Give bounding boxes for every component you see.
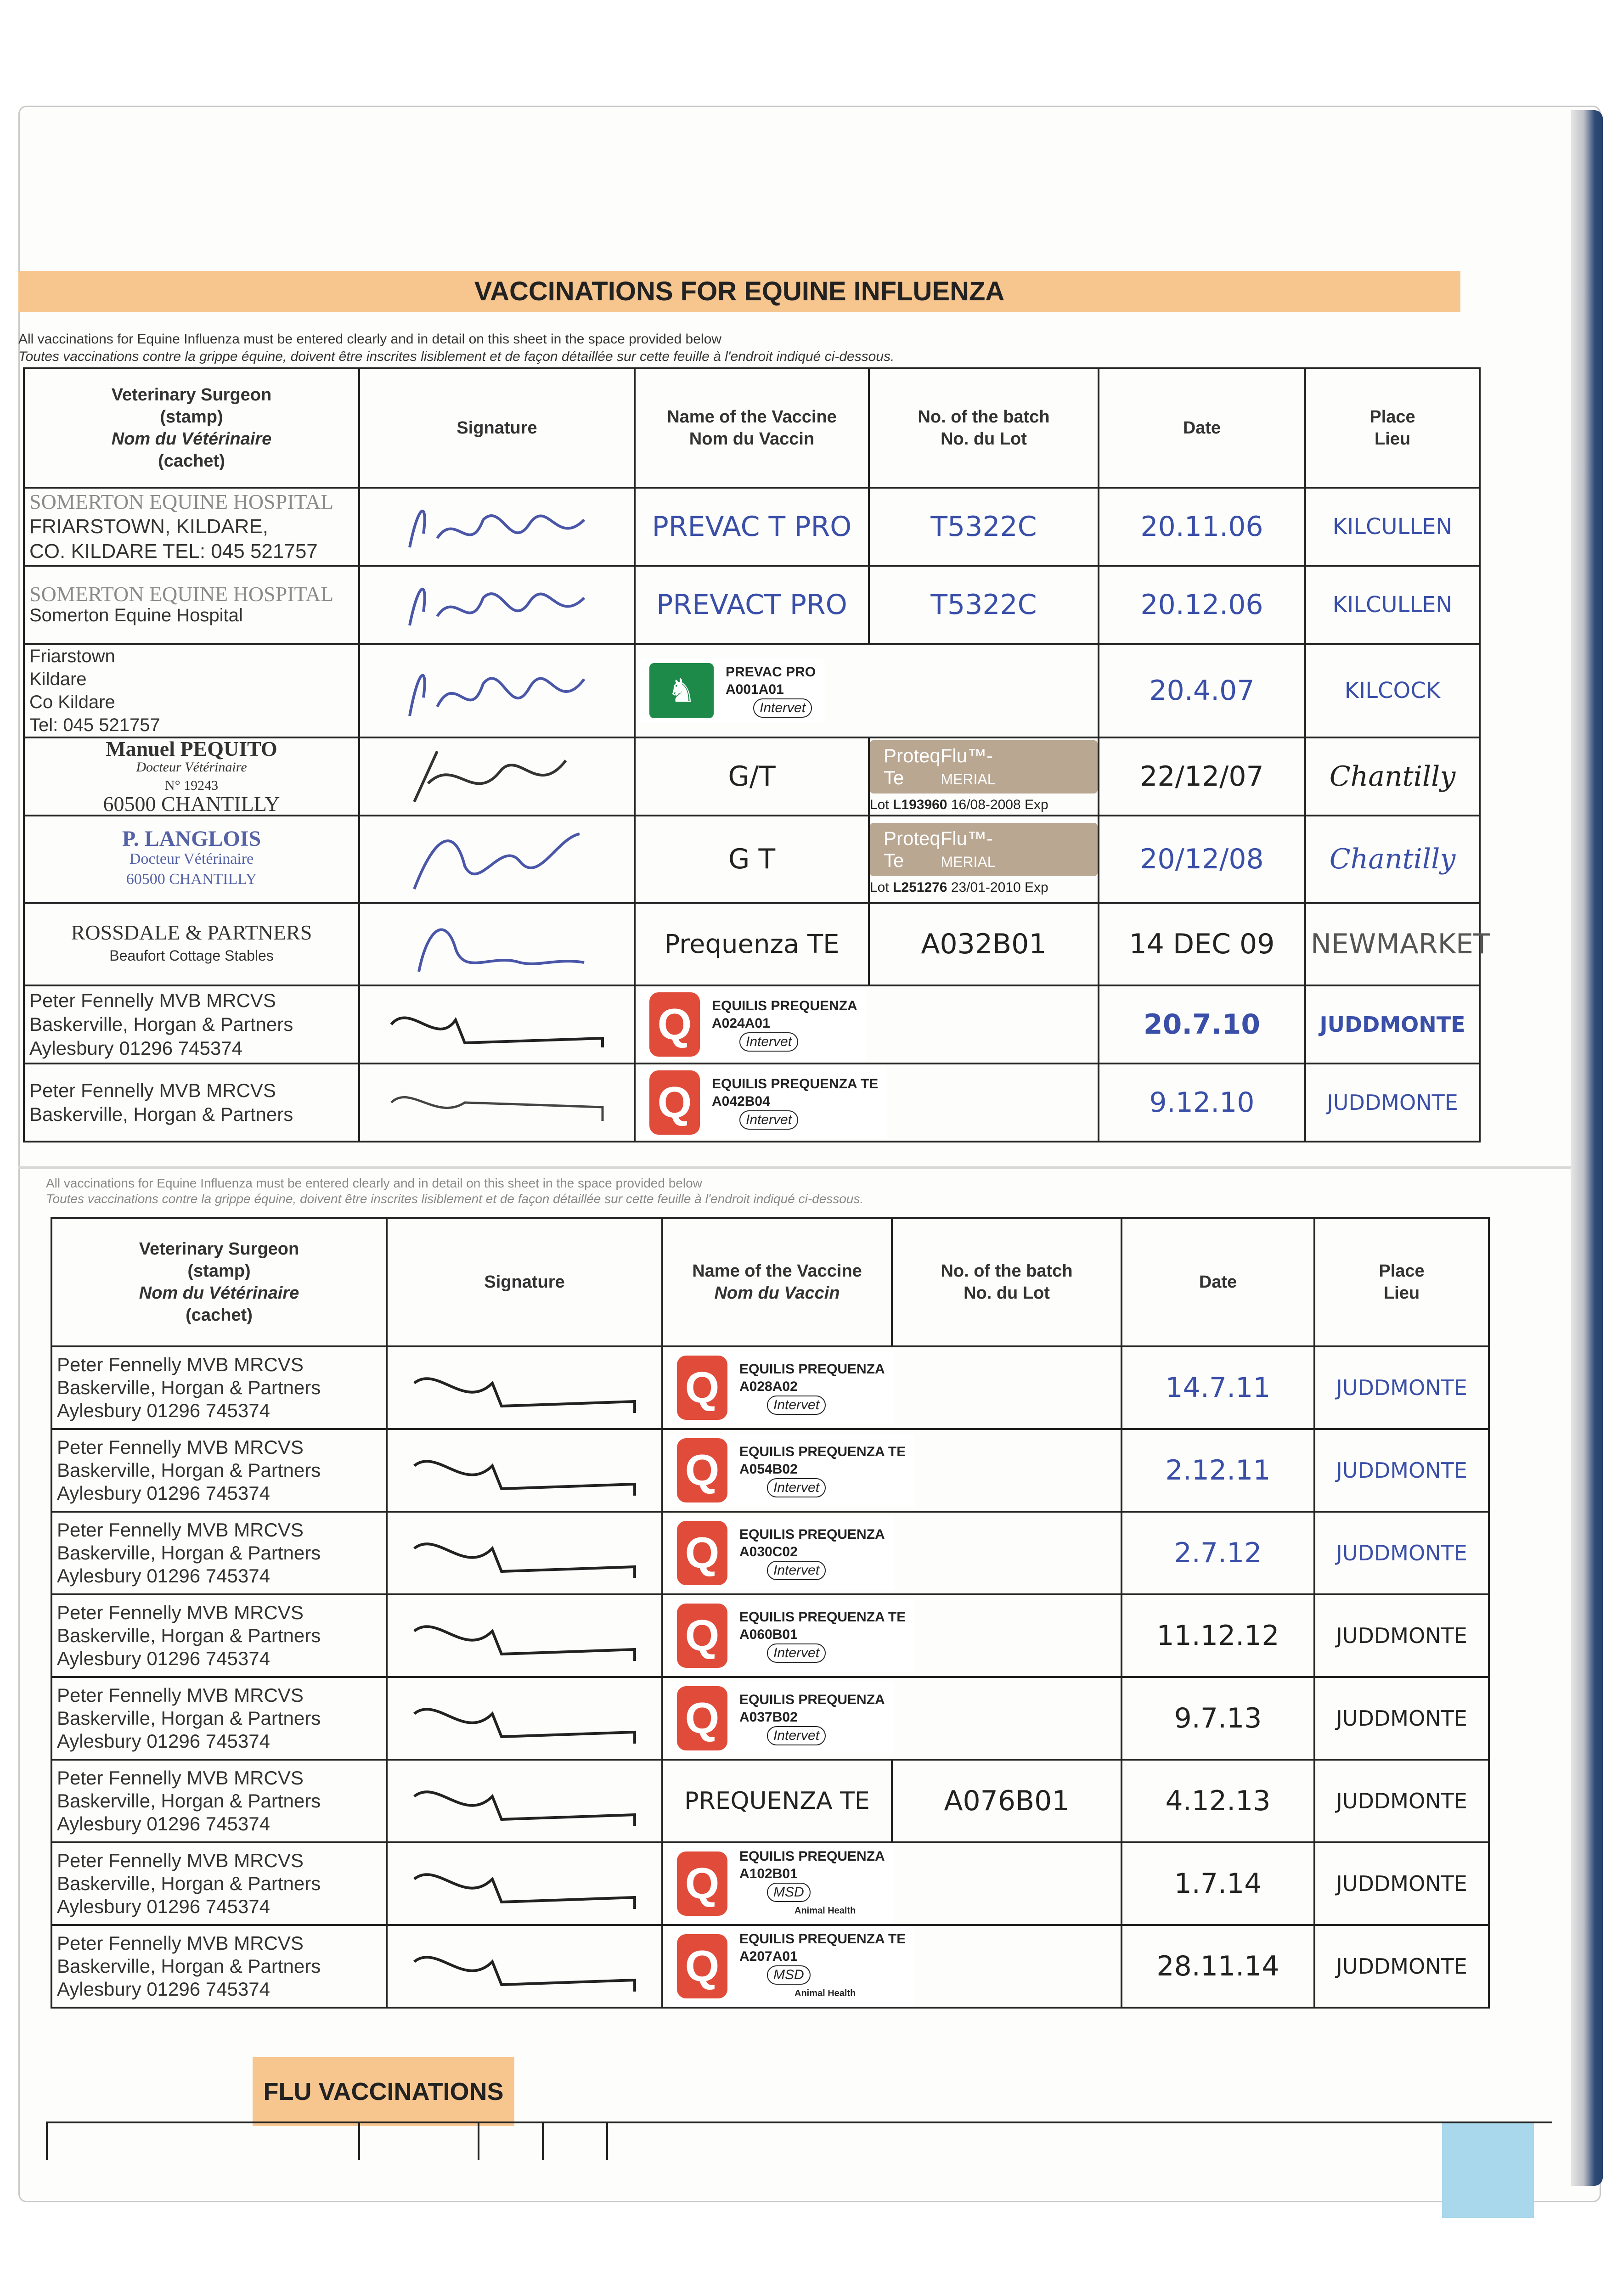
vaccination-place: JUDDMONTE xyxy=(1305,1064,1480,1142)
vet-stamp: P. LANGLOIS Docteur Vétérinaire 60500 CHANTILLY xyxy=(24,816,359,903)
signature-scribble xyxy=(405,1360,644,1415)
page-title-banner xyxy=(18,271,1460,312)
vaccination-date: 2.12.11 xyxy=(1121,1429,1314,1512)
signature-scribble xyxy=(382,1075,612,1130)
q-logo-icon: Q xyxy=(677,1604,727,1668)
signature-scribble xyxy=(400,652,593,730)
vaccination-date: 14.7.11 xyxy=(1121,1346,1314,1429)
header-date: Date xyxy=(1099,368,1305,488)
vaccine-label-cell xyxy=(635,1064,1099,1142)
signature-cell xyxy=(359,903,635,985)
q-logo-icon: Q xyxy=(677,1521,727,1585)
table-row xyxy=(24,488,1480,566)
lot-line: Lot L251276 23/01-2010 Exp xyxy=(870,880,1048,895)
vaccine-label-cell xyxy=(662,1925,1121,2008)
vaccination-date: 4.12.13 xyxy=(1121,1760,1314,1842)
vaccine-label-cell xyxy=(662,1512,1121,1594)
header-signature: Signature xyxy=(359,368,635,488)
vaccination-date: 22/12/07 xyxy=(1099,737,1305,816)
header-place: Place Lieu xyxy=(1305,368,1480,488)
vaccine-name: PREQUENZA TE xyxy=(662,1760,892,1842)
signature-cell xyxy=(387,1842,662,1925)
vet-stamp: Peter Fennelly MVB MRCVS Baskerville, Horgan & Partners Aylesbury 01296 745374 xyxy=(51,1925,387,2008)
vaccination-place: JUDDMONTE xyxy=(1305,985,1480,1064)
vet-stamp: Manuel PEQUITO Docteur Vétérinaire N° 19243 60500 CHANTILLY xyxy=(24,737,359,816)
manufacturer-logo: MSD xyxy=(767,1883,811,1902)
signature-cell xyxy=(359,566,635,644)
signature-cell xyxy=(359,816,635,903)
table-row xyxy=(24,737,1480,816)
next-page-grid xyxy=(46,2122,1552,2160)
manufacturer-logo: Intervet xyxy=(767,1726,826,1745)
vet-stamp: Peter Fennelly MVB MRCVS Baskerville, Horgan & Partners Aylesbury 01296 745374 xyxy=(51,1512,387,1594)
vaccine-label-cell xyxy=(662,1429,1121,1512)
vaccination-date: 20.12.06 xyxy=(1099,566,1305,644)
proteqflu-sticker: ProteqFlu™-Te MERIAL xyxy=(870,823,1098,876)
vaccination-place: JUDDMONTE xyxy=(1314,1677,1489,1760)
manufacturer-logo: Intervet xyxy=(767,1643,826,1663)
intervet-logo: Intervet xyxy=(739,1110,798,1130)
table-row xyxy=(51,1594,1489,1677)
signature-scribble xyxy=(405,1525,644,1581)
signature-cell xyxy=(359,737,635,816)
q-logo-icon: Q xyxy=(677,1934,727,1998)
vaccine-label-cell xyxy=(869,737,1099,816)
manufacturer-logo: Intervet xyxy=(767,1478,826,1497)
notice-french: Toutes vaccinations contre la grippe équine, doivent être inscrites lisiblement et de façon détaillée sur cette feuille à l'endroit indiqué ci-dessous. xyxy=(18,349,895,364)
vaccination-place: JUDDMONTE xyxy=(1314,1346,1489,1429)
signature-cell xyxy=(359,985,635,1064)
proteqflu-sticker: ProteqFlu™-Te MERIAL xyxy=(870,740,1098,793)
vaccination-place: Chantilly xyxy=(1305,737,1480,816)
table-header-row xyxy=(24,368,1480,488)
q-logo-icon: Q xyxy=(677,1438,727,1503)
signature-cell xyxy=(387,1594,662,1677)
batch-number: A032B01 xyxy=(869,903,1099,985)
table-row xyxy=(24,903,1480,985)
header-place: Place Lieu xyxy=(1314,1218,1489,1346)
table-row xyxy=(51,1512,1489,1594)
manufacturer-logo: Intervet xyxy=(767,1396,826,1415)
vet-stamp: Peter Fennelly MVB MRCVS Baskerville, Horgan & Partners Aylesbury 01296 745374 xyxy=(24,985,359,1064)
vaccine-sticker: Q EQUILIS PREQUENZA A024A01 Intervet xyxy=(640,988,867,1061)
header-signature: Signature xyxy=(387,1218,662,1346)
vaccination-place: KILCOCK xyxy=(1305,644,1480,737)
vaccination-place: JUDDMONTE xyxy=(1314,1429,1489,1512)
vaccination-date: 20/12/08 xyxy=(1099,816,1305,903)
signature-cell xyxy=(359,488,635,566)
table-row xyxy=(24,816,1480,903)
vet-stamp: ROSSDALE & PARTNERS Beaufort Cottage Stables xyxy=(24,903,359,985)
batch-number: T5322C xyxy=(869,488,1099,566)
vaccine-label-cell xyxy=(869,816,1099,903)
vaccination-date: 11.12.12 xyxy=(1121,1594,1314,1677)
vet-stamp: SOMERTON EQUINE HOSPITAL Somerton Equine Hospital xyxy=(24,566,359,644)
signature-scribble xyxy=(405,1691,644,1746)
vet-stamp: Peter Fennelly MVB MRCVS Baskerville, Horgan & Partners xyxy=(24,1064,359,1142)
vaccine-sticker: ♞ PREVAC PRO A001A01 Intervet xyxy=(640,658,825,723)
header-batch: No. of the batch No. du Lot xyxy=(892,1218,1121,1346)
signature-cell xyxy=(359,644,635,737)
vaccine-label-cell xyxy=(662,1677,1121,1760)
table-row xyxy=(51,1842,1489,1925)
signature-cell xyxy=(387,1512,662,1594)
vet-stamp: Peter Fennelly MVB MRCVS Baskerville, Horgan & Partners Aylesbury 01296 745374 xyxy=(51,1346,387,1429)
table-row xyxy=(51,1429,1489,1512)
signature-scribble xyxy=(405,1856,644,1911)
vaccine-sticker: Q EQUILIS PREQUENZA TE A060B01 Intervet xyxy=(668,1599,915,1672)
vaccination-date: 14 DEC 09 xyxy=(1099,903,1305,985)
header-vet: Veterinary Surgeon (stamp) Nom du Vétérinaire (cachet) xyxy=(24,368,359,488)
notice-english: All vaccinations for Equine Influenza must be entered clearly and in detail on this sheet in the space provided below xyxy=(18,332,721,347)
vet-stamp: SOMERTON EQUINE HOSPITAL FRIARSTOWN, KILDARE, CO. KILDARE TEL: 045 521757 xyxy=(24,488,359,566)
vet-stamp: Peter Fennelly MVB MRCVS Baskerville, Horgan & Partners Aylesbury 01296 745374 xyxy=(51,1429,387,1512)
vaccination-date: 20.7.10 xyxy=(1099,985,1305,1064)
top-vaccination-table xyxy=(23,367,1490,1142)
signature-scribble xyxy=(382,997,612,1052)
vaccine-label-cell xyxy=(662,1842,1121,1925)
vaccination-date: 2.7.12 xyxy=(1121,1512,1314,1594)
signature-scribble xyxy=(405,1608,644,1663)
manufacturer-logo: MSD xyxy=(767,1965,811,1985)
table-row xyxy=(24,985,1480,1064)
vaccine-sticker: Q EQUILIS PREQUENZA A028A02 Intervet xyxy=(668,1351,894,1424)
vaccination-date: 20.4.07 xyxy=(1099,644,1305,737)
signature-cell xyxy=(387,1429,662,1512)
vaccine-label-cell xyxy=(635,985,1099,1064)
vaccination-date: 9.7.13 xyxy=(1121,1677,1314,1760)
header-date: Date xyxy=(1121,1218,1314,1346)
vaccination-place: KILCULLEN xyxy=(1305,488,1480,566)
signature-cell xyxy=(387,1346,662,1429)
table-row xyxy=(51,1760,1489,1842)
signature-cell xyxy=(387,1677,662,1760)
q-logo-icon: Q xyxy=(649,1070,700,1135)
vaccine-sticker: Q EQUILIS PREQUENZA TE A054B02 Intervet xyxy=(668,1434,915,1507)
header-vet: Veterinary Surgeon (stamp) Nom du Vétérinaire (cachet) xyxy=(51,1218,387,1346)
table-header-row xyxy=(51,1218,1489,1346)
vet-stamp: Friarstown Kildare Co Kildare Tel: 045 521757 xyxy=(24,644,359,737)
vaccination-place: JUDDMONTE xyxy=(1314,1512,1489,1594)
vaccination-place: Chantilly xyxy=(1305,816,1480,903)
vaccine-sticker: Q EQUILIS PREQUENZA TE A207A01 MSD Animal Health xyxy=(668,1926,915,2007)
page-fold xyxy=(18,1166,1571,1169)
vaccine-sticker: Q EQUILIS PREQUENZA A037B02 Intervet xyxy=(668,1682,894,1755)
vaccination-place: JUDDMONTE xyxy=(1314,1594,1489,1677)
bottom-vaccination-table xyxy=(51,1217,1490,2009)
q-logo-icon: Q xyxy=(677,1686,727,1750)
vaccine-label-cell xyxy=(662,1594,1121,1677)
vaccination-place: JUDDMONTE xyxy=(1314,1925,1489,2008)
signature-scribble xyxy=(405,1773,644,1829)
vaccine-sticker: Q EQUILIS PREQUENZA A102B01 MSD Animal Health xyxy=(668,1843,894,1924)
table-row xyxy=(51,1346,1489,1429)
instructions-notice-faint: All vaccinations for Equine Influenza must be entered clearly and in detail on this sheet in the space provided below Toutes vaccinations contre la grippe équine, doivent être inscrites lisiblement et de façon détaillée sur cette feuille à l'endroit indiqué ci-dessous. xyxy=(46,1176,864,1206)
signature-scribble xyxy=(400,820,593,898)
vaccination-date: 28.11.14 xyxy=(1121,1925,1314,2008)
signature-scribble xyxy=(405,1443,644,1498)
table-row xyxy=(24,644,1480,737)
vaccine-sticker: Q EQUILIS PREQUENZA TE A042B04 Intervet xyxy=(640,1066,887,1139)
table-row xyxy=(24,566,1480,644)
vet-stamp: Peter Fennelly MVB MRCVS Baskerville, Horgan & Partners Aylesbury 01296 745374 xyxy=(51,1594,387,1677)
flu-vaccinations-tab: FLU VACCINATIONS xyxy=(253,2057,514,2126)
vaccine-name: PREVAC T PRO xyxy=(635,488,869,566)
signature-scribble xyxy=(400,570,593,639)
vaccine-label-cell xyxy=(635,644,1099,737)
signature-scribble xyxy=(400,742,593,811)
vaccine-sticker: Q EQUILIS PREQUENZA A030C02 Intervet xyxy=(668,1516,894,1590)
lot-line: Lot L193960 16/08-2008 Exp xyxy=(870,797,1048,812)
vaccination-date: 9.12.10 xyxy=(1099,1064,1305,1142)
vaccine-label-cell xyxy=(662,1346,1121,1429)
signature-scribble xyxy=(400,907,593,981)
intervet-logo: Intervet xyxy=(753,698,812,718)
vet-stamp: Peter Fennelly MVB MRCVS Baskerville, Horgan & Partners Aylesbury 01296 745374 xyxy=(51,1760,387,1842)
signature-scribble xyxy=(405,1939,644,1994)
instructions-notice xyxy=(18,331,1488,366)
vaccination-place: JUDDMONTE xyxy=(1314,1760,1489,1842)
vaccine-name: G T xyxy=(635,816,869,903)
signature-cell xyxy=(359,1064,635,1142)
vaccination-date: 20.11.06 xyxy=(1099,488,1305,566)
vaccine-name: PREVACT PRO xyxy=(635,566,869,644)
page-title: VACCINATIONS FOR EQUINE INFLUENZA xyxy=(474,276,1005,306)
vaccination-place: JUDDMONTE xyxy=(1314,1842,1489,1925)
signature-scribble xyxy=(400,492,593,561)
q-logo-icon: Q xyxy=(649,992,700,1057)
table-row xyxy=(24,1064,1480,1142)
header-vaccine: Name of the Vaccine Nom du Vaccin xyxy=(662,1218,892,1346)
table-row xyxy=(51,1925,1489,2008)
vaccine-name: Prequenza TE xyxy=(635,903,869,985)
q-logo-icon: Q xyxy=(677,1356,727,1420)
vet-stamp: Peter Fennelly MVB MRCVS Baskerville, Horgan & Partners Aylesbury 01296 745374 xyxy=(51,1677,387,1760)
batch-number: A076B01 xyxy=(892,1760,1121,1842)
header-batch: No. of the batch No. du Lot xyxy=(869,368,1099,488)
header-vaccine: Name of the Vaccine Nom du Vaccin xyxy=(635,368,869,488)
table-row xyxy=(51,1677,1489,1760)
q-logo-icon: Q xyxy=(677,1851,727,1916)
horse-logo-icon: ♞ xyxy=(649,663,714,718)
vet-stamp: Peter Fennelly MVB MRCVS Baskerville, Horgan & Partners Aylesbury 01296 745374 xyxy=(51,1842,387,1925)
manufacturer-logo: Intervet xyxy=(767,1561,826,1580)
intervet-logo: Intervet xyxy=(739,1032,798,1052)
signature-cell xyxy=(387,1760,662,1842)
vaccination-place: KILCULLEN xyxy=(1305,566,1480,644)
vaccination-date: 1.7.14 xyxy=(1121,1842,1314,1925)
book-spine xyxy=(1571,110,1603,2186)
vaccine-name: G/T xyxy=(635,737,869,816)
signature-cell xyxy=(387,1925,662,2008)
batch-number: T5322C xyxy=(869,566,1099,644)
vaccination-place: NEWMARKET xyxy=(1305,903,1480,985)
